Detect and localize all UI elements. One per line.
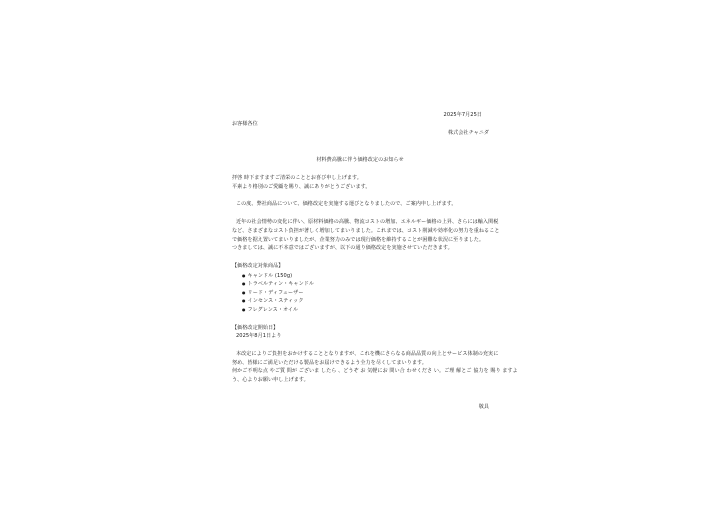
sign-off: 敬具 [478, 404, 489, 410]
closing-line: 努め、皆様にご満足いただける製品をお届けできるよう全力を尽くしてまいります。 [232, 360, 427, 366]
recipient: お客様各位 [232, 121, 258, 127]
intro-text: この度、弊社商品について、価格改定を実施する運びとなりましたので、ご案内申し上げます。 [236, 201, 457, 207]
letter-date: 2025年7月25日 [443, 112, 482, 118]
list-item: ● リード・ディフューザー [242, 289, 303, 297]
greeting-line: 拝啓 時下ますますご清栄のこととお喜び申し上げます。 [232, 175, 362, 181]
greeting-line: 平素より格別のご愛顧を賜り、誠にありがとうございます。 [232, 184, 371, 190]
body-line: など、さまざまなコスト負担が著しく増加してまいりました。これまでは、コスト削減や効率化の努力を重ねること [232, 228, 500, 234]
list-item: ● キャンドル (150g) [242, 272, 292, 280]
sender-company: 株式会社チャニダ [448, 130, 489, 136]
items-heading: 【価格改定対象商品】 [232, 263, 284, 269]
list-item: ● インセンス・スティック [242, 297, 303, 305]
list-item: ● フレグレンス・オイル [242, 306, 298, 314]
body-line: で価格を据え置いてまいりましたが、企業努力のみでは現行価格を維持することが困難な状況に至りました。 [232, 237, 485, 243]
letter-subject: 材料費高騰に伴う価格改定のお知らせ [316, 157, 404, 163]
body-line: つきましては、誠に不本意ではございますが、以下の通り価格改定を実施させていただきます。 [232, 245, 453, 251]
body-line: 近年の社会情勢の変化に伴い、原材料価格の高騰、物流コストの増加、エネルギー価格の上昇、さらには輸入関税 [236, 219, 499, 225]
start-heading: 【価格改定開始日】 [232, 325, 279, 331]
start-date: 2025年8月1日より [236, 333, 282, 339]
list-item: ● トラベルティン・キャンドル [242, 280, 314, 288]
closing-line: う、心よりお願い申し上げます。 [232, 377, 309, 383]
closing-line: 本改定によりご負担をおかけすることとなりますが、これを機にさらなる商品品質の向上とサービス体制の充実に [236, 351, 499, 357]
closing-line: 何かご不明な点 やご質 問が ございま したら 、どうぞ お 気軽にお 問い合 わせくださ い。ご理 解とご 協力を 賜り ますよ [232, 368, 518, 374]
